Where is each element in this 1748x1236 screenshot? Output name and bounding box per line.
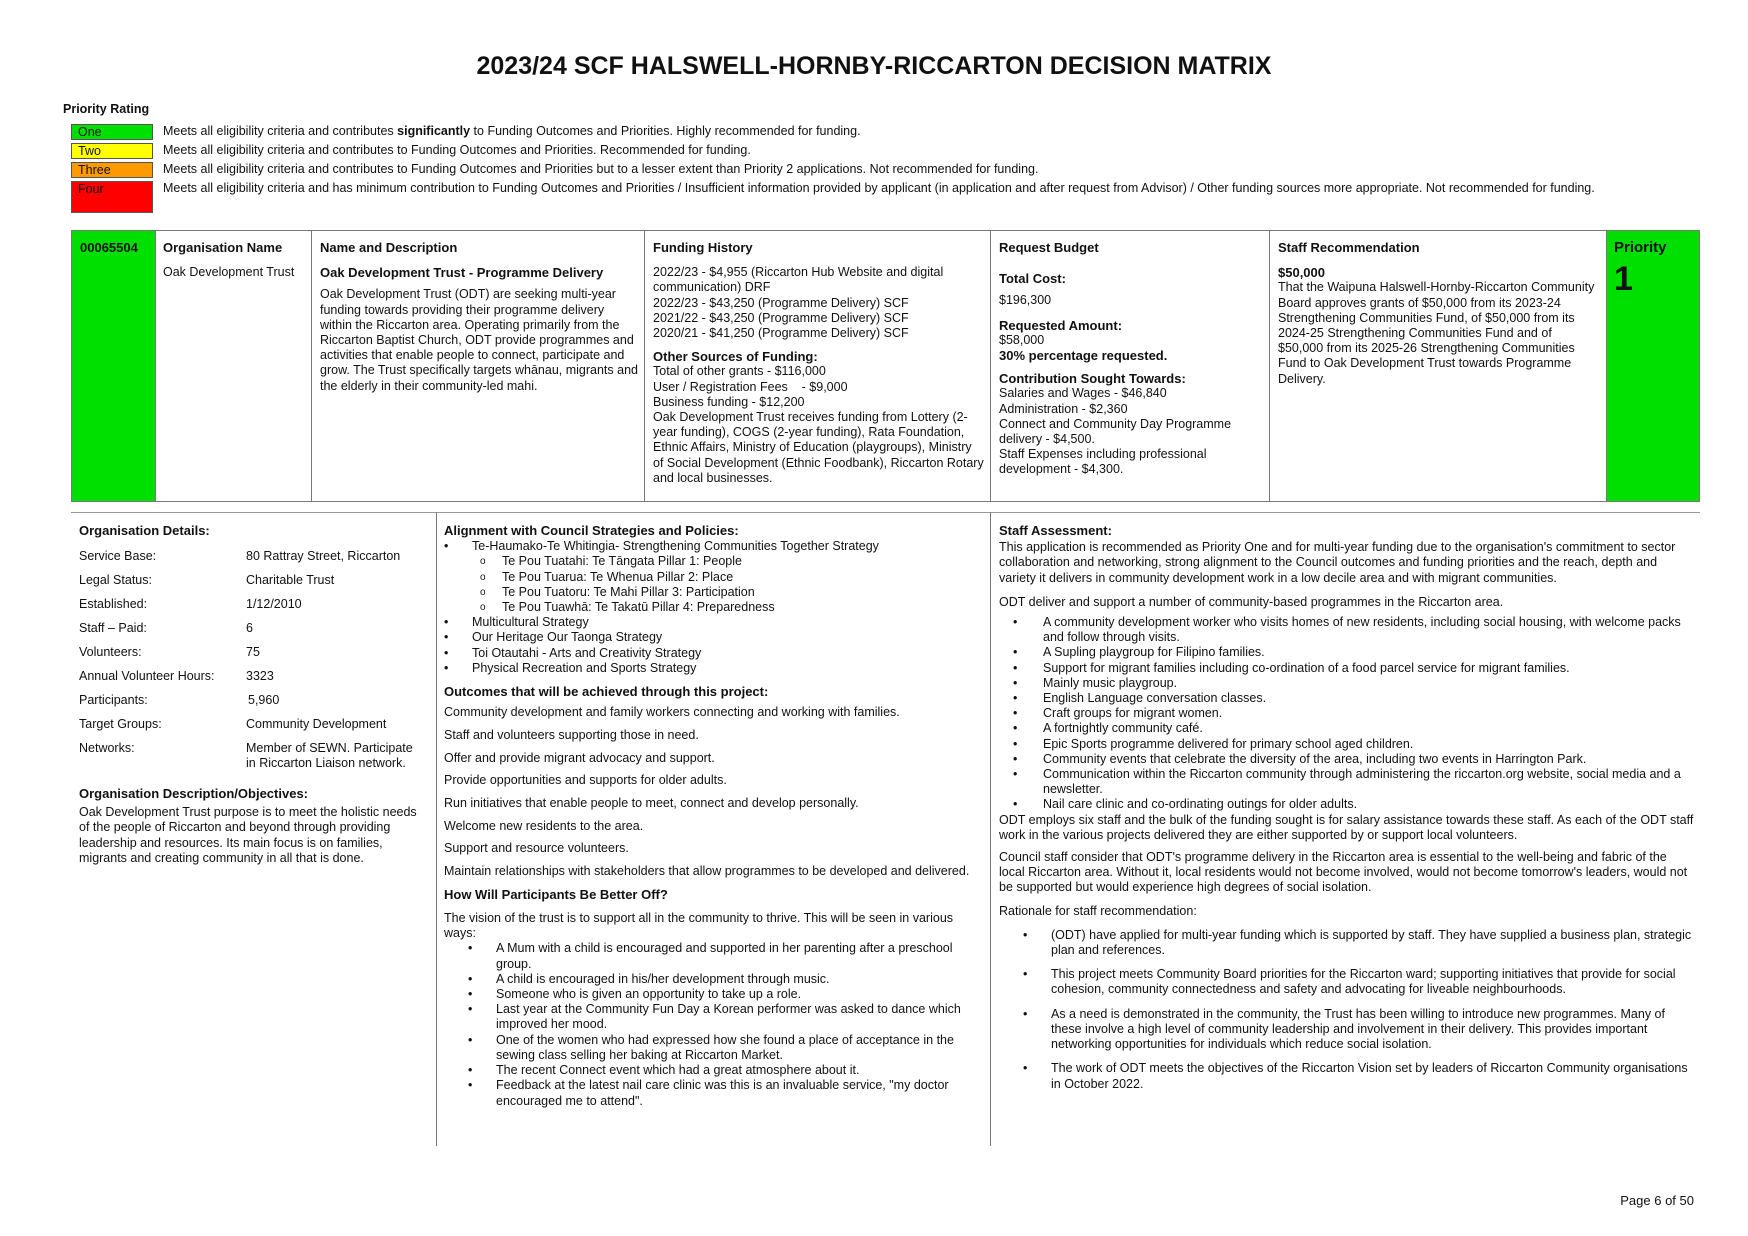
- org-name-column: [163, 240, 308, 280]
- org-detail-value: Member of SEWN. Participate in Riccarton Liaison network.: [246, 741, 413, 770]
- funding-history-item: 2020/21 - $41,250 (Programme Delivery) SCF: [653, 326, 909, 341]
- pillar-item: o Te Pou Tuatoru: Te Mahi Pillar 3: Participation: [444, 585, 984, 600]
- name-description-header: Name and Description: [320, 240, 458, 255]
- better-off-heading: How Will Participants Be Better Off?: [444, 886, 668, 902]
- contribution-label: Contribution Sought Towards:: [999, 371, 1186, 387]
- org-detail-value: 3323: [246, 669, 274, 683]
- column-divider: [436, 512, 437, 1146]
- org-detail-value: 6: [246, 621, 253, 635]
- outcome-item: Support and resource volunteers.: [444, 841, 629, 856]
- rationale-item: • This project meets Community Board priorities for the Riccarton ward; supporting initiatives that provide for social cohesion, community connectedness and safety and advocating for liveable neighbourhoods.: [999, 967, 1694, 997]
- recommendation-text: That the Waipuna Halswell-Hornby-Riccarton Community Board approves grants of $50,000 from its 2023-24 Strengthening Communities Fund, of $50,000 from its 2024-25 Strengthening Communities Fund and of $50,000 from its 2025-26 Strengthening Communities Fund to Oak Development Trust towards Programme Delivery.: [1278, 280, 1595, 386]
- rationale-item: • As a need is demonstrated in the community, the Trust has been willing to introduce new programmes. Many of these involve a high level of community leadership and involvement in their delivery. This provides important networking opportunities for individuals which reduce social isolation.: [999, 1007, 1694, 1053]
- funding-history-item: 2022/23 - $4,955 (Riccarton Hub Website and digital communication) DRF: [653, 265, 944, 295]
- legend-row-one: [71, 123, 1651, 141]
- pillar-item: o Te Pou Tuawhā: Te Takatū Pillar 4: Preparedness: [444, 600, 984, 615]
- org-detail-label: Established:: [79, 597, 148, 611]
- org-detail-value: 5,960: [248, 693, 280, 707]
- legend-desc-three: Meets all eligibility criteria and contributes to Funding Outcomes and Priorities but to a lesser extent than Priority 2 applications. Not recommended for funding.: [163, 162, 1039, 176]
- outcome-item: Welcome new residents to the area.: [444, 818, 644, 833]
- programme-item: • A Supling playgroup for Filipino families.: [999, 645, 1694, 660]
- funding-history-column: [653, 240, 985, 486]
- legend-desc-one: Meets all eligibility criteria and contributes significantly to Funding Outcomes and Priorities. Highly recommended for funding.: [163, 124, 861, 138]
- staff-assessment-heading: Staff Assessment:: [999, 523, 1112, 538]
- legend-swatch-one: One: [71, 124, 153, 140]
- priority-header: Priority: [1614, 239, 1667, 256]
- org-name-header: Organisation Name: [163, 240, 283, 255]
- other-source-item: Total of other grants - $116,000: [653, 364, 826, 379]
- programme-item: • Epic Sports programme delivered for primary school aged children.: [999, 737, 1694, 752]
- legend-row-two: [71, 142, 1651, 160]
- better-off-item: • The recent Connect event which had a great atmosphere about it.: [468, 1063, 984, 1078]
- contribution-item: Connect and Community Day Programme delivery - $4,500.: [999, 416, 1232, 447]
- outcomes-heading: Outcomes that will be achieved through this project:: [444, 684, 769, 700]
- request-budget-header: Request Budget: [999, 240, 1099, 255]
- priority-value: 1: [1614, 260, 1633, 299]
- programme-item: • A fortnightly community café.: [999, 721, 1694, 736]
- programme-item: • A community development worker who visits homes of new residents, including social housing, with welcome packs and follow through visits.: [999, 615, 1694, 645]
- org-detail-label: Legal Status:: [79, 573, 152, 587]
- priority-rating-heading: Priority Rating: [63, 102, 150, 116]
- org-detail-label: Annual Volunteer Hours:: [79, 669, 215, 683]
- programme-item: • Community events that celebrate the diversity of the area, including two events in Harrington Park.: [999, 752, 1694, 767]
- org-description-block: [79, 786, 419, 866]
- org-description-text: Oak Development Trust purpose is to meet the holistic needs of the people of Riccarton and beyond through providing leadership and resources. Its main focus is on families, migrants and creating community in all that is done.: [79, 805, 417, 865]
- column-divider: [990, 512, 991, 1146]
- other-source-item: User / Registration Fees - $9,000: [653, 379, 848, 394]
- outcome-item: Maintain relationships with stakeholders that allow programmes to be developed and delivered.: [444, 864, 970, 879]
- programme-item: • Mainly music playgroup.: [999, 676, 1694, 691]
- legend-row-four: [71, 180, 1651, 212]
- org-details-heading: Organisation Details:: [79, 523, 210, 538]
- staff-recommendation-header: Staff Recommendation: [1278, 240, 1420, 255]
- table-top-border: [71, 230, 1700, 231]
- table-border: [644, 230, 645, 502]
- pillar-item: o Te Pou Tuarua: Te Whenua Pillar 2: Place: [444, 570, 984, 585]
- outcome-item: Run initiatives that enable people to meet, connect and develop personally.: [444, 796, 859, 811]
- staff-recommendation-column: [1278, 240, 1600, 387]
- outcome-item: Offer and provide migrant advocacy and support.: [444, 750, 715, 765]
- programme-item: • Support for migrant families including co-ordination of a food parcel service for migrant families.: [999, 661, 1694, 676]
- org-detail-label: Service Base:: [79, 549, 157, 563]
- better-off-item: • Feedback at the latest nail care clinic was this is an invaluable service, "my doctor encouraged me to attend".: [468, 1078, 984, 1108]
- org-detail-label: Staff – Paid:: [79, 621, 147, 635]
- table-border: [1269, 230, 1270, 502]
- strategy-item: • Multicultural Strategy: [444, 615, 984, 630]
- outcome-item: Staff and volunteers supporting those in need.: [444, 727, 699, 742]
- funding-history-item: 2022/23 - $43,250 (Programme Delivery) SCF: [653, 295, 909, 310]
- staff-assessment-column: [999, 523, 1694, 1101]
- org-detail-value: 75: [246, 645, 260, 659]
- total-cost-value: $196,300: [999, 293, 1052, 308]
- rationale-heading: Rationale for staff recommendation:: [999, 903, 1197, 918]
- requested-amount-value: $58,000: [999, 332, 1045, 347]
- better-off-item: • One of the women who had expressed how she found a place of acceptance in the sewing class selling her baking at Riccarton Market.: [468, 1033, 984, 1063]
- programmes-intro: ODT deliver and support a number of community-based programmes in the Riccarton area.: [999, 594, 1504, 609]
- other-source-item: Oak Development Trust receives funding from Lottery (2-year funding), COGS (2-year funding), Rata Foundation, Ethnic Affairs, Ministry of Education (playgroups), Ministry of Social Development (Ethnic Foodbank), Riccarton Rotary and local businesses.: [653, 410, 984, 485]
- contribution-item: Salaries and Wages - $46,840: [999, 386, 1167, 401]
- org-detail-label: Target Groups:: [79, 717, 162, 731]
- org-detail-value: 1/12/2010: [246, 597, 302, 611]
- page-title: 2023/24 SCF HALSWELL-HORNBY-RICCARTON DECISION MATRIX: [476, 52, 1272, 80]
- org-detail-value: Charitable Trust: [246, 573, 335, 587]
- page-number: Page 6 of 50: [1620, 1193, 1694, 1208]
- legend-desc-two: Meets all eligibility criteria and contributes to Funding Outcomes and Priorities. Recommended for funding.: [163, 143, 751, 157]
- rationale-item: • The work of ODT meets the objectives of the Riccarton Vision set by leaders of Riccarton Community organisations in October 2022.: [999, 1061, 1694, 1091]
- programme-item: • English Language conversation classes.: [999, 691, 1694, 706]
- recommendation-amount: $50,000: [1278, 265, 1325, 281]
- outcome-item: Community development and family workers connecting and working with families.: [444, 705, 900, 720]
- org-detail-label: Networks:: [79, 741, 135, 755]
- legend-row-three: [71, 161, 1651, 179]
- application-id: 00065504: [80, 240, 138, 255]
- table-border: [990, 230, 991, 502]
- staff-paragraph: ODT employs six staff and the bulk of the funding sought is for salary assistance towards these staff. As each of the ODT staff work in the various projects delivered they are either supported by or support local volunteers.: [999, 812, 1694, 842]
- org-detail-value: Community Development: [246, 717, 387, 731]
- request-budget-column: [999, 240, 1264, 478]
- table-bottom-border: [71, 501, 1700, 502]
- table-border: [155, 230, 156, 502]
- staff-assessment-intro: This application is recommended as Priority One and for multi-year funding due to the organisation's commitment to sector collaboration and networking, strong alignment to the Council outcomes and funding priorities and the reach, depth and variety it delivers in community development work in a low decile area and with migrant communities.: [999, 540, 1676, 585]
- table-border: [1699, 230, 1700, 502]
- legend-swatch-three: Three: [71, 162, 153, 178]
- strategy-item: • Our Heritage Our Taonga Strategy: [444, 630, 984, 645]
- strategy-item: • Te-Haumako-Te Whitingia- Strengthening Communities Together Strategy o Te Pou Tuatahi: Te Tāngata Pillar 1: People o Te Pou Tuarua: Te Whenua Pillar 2: Place o Te Pou Tuatoru: Te Mahi Pillar 3: Participation o Te Pou Tuawhā: Te Takatū Pillar 4: Preparedness: [444, 539, 984, 615]
- rationale-item: • (ODT) have applied for multi-year funding which is supported by staff. They have supplied a business plan, strategic plan and references.: [999, 928, 1694, 958]
- percentage-requested: 30% percentage requested.: [999, 348, 1168, 364]
- programme-item: • Communication within the Riccarton community through administering the riccarton.org website, social media and a newsletter.: [999, 767, 1694, 797]
- better-off-item: • A child is encouraged in his/her development through music.: [468, 972, 984, 987]
- better-off-item: • A Mum with a child is encouraged and supported in her parenting after a preschool group.: [468, 941, 984, 971]
- strategy-item: • Toi Otautahi - Arts and Creativity Strategy: [444, 646, 984, 661]
- alignment-heading: Alignment with Council Strategies and Policies:: [444, 523, 739, 538]
- total-cost-label: Total Cost:: [999, 271, 1066, 287]
- other-source-item: Business funding - $12,200: [653, 394, 805, 409]
- legend-swatch-two: Two: [71, 143, 153, 159]
- contribution-item: Staff Expenses including professional development - $4,300.: [999, 447, 1207, 477]
- requested-amount-label: Requested Amount:: [999, 317, 1123, 333]
- funding-history-header: Funding History: [653, 240, 753, 255]
- table-border: [311, 230, 312, 502]
- better-off-intro: The vision of the trust is to support all in the community to thrive. This will be seen in various ways:: [444, 911, 954, 941]
- section-divider: [71, 512, 1700, 513]
- project-description: Oak Development Trust (ODT) are seeking multi-year funding towards providing their programme delivery within the Riccarton area. Operating primarily from the Riccarton Baptist Church, ODT provide programmes and activities that enable people to connect, participate and grow. The Trust specifically targets whānau, migrants and the elderly in their community-led mahi.: [320, 287, 638, 393]
- org-name-value: Oak Development Trust: [163, 265, 295, 280]
- contribution-item: Administration - $2,360: [999, 401, 1128, 416]
- programme-item: • Nail care clinic and co-ordinating outings for older adults.: [999, 797, 1694, 812]
- other-sources-heading: Other Sources of Funding:: [653, 349, 818, 365]
- better-off-item: • Last year at the Community Fun Day a Korean performer was asked to dance which improved her mood.: [468, 1002, 984, 1032]
- pillar-item: o Te Pou Tuatahi: Te Tāngata Pillar 1: People: [444, 554, 984, 569]
- org-description-heading: Organisation Description/Objectives:: [79, 786, 308, 801]
- org-detail-label: Participants:: [79, 693, 148, 707]
- legend-desc-four: Meets all eligibility criteria and has minimum contribution to Funding Outcomes and Priorities / Insufficient information provided by applicant (in application and after request from Advisor) / Other funding sources more appropriate. Not recommended for funding.: [163, 181, 1595, 195]
- strategy-item: • Physical Recreation and Sports Strategy: [444, 661, 984, 676]
- alignment-column: [444, 523, 984, 1109]
- programme-item: • Craft groups for migrant women.: [999, 706, 1694, 721]
- table-border: [71, 230, 72, 502]
- table-border: [1606, 230, 1607, 502]
- outcome-item: Provide opportunities and supports for older adults.: [444, 773, 727, 788]
- legend-swatch-four: Four: [71, 181, 153, 213]
- id-cell-green: [71, 230, 155, 502]
- council-paragraph: Council staff consider that ODT's programme delivery in the Riccarton area is essential to the well-being and fabric of the local Riccarton area. Without it, local residents would not become involved, would not become tomorrow's leaders, would not be supported but would experience high degrees of social isolation.: [999, 850, 1688, 895]
- org-detail-label: Volunteers:: [79, 645, 142, 659]
- funding-history-item: 2021/22 - $43,250 (Programme Delivery) SCF: [653, 310, 909, 325]
- project-title: Oak Development Trust - Programme Delivery: [320, 265, 604, 281]
- org-detail-value: 80 Rattray Street, Riccarton: [246, 549, 401, 563]
- name-description-column: [320, 240, 638, 394]
- better-off-item: • Someone who is given an opportunity to take up a role.: [468, 987, 984, 1002]
- priority-column: [1614, 240, 1696, 299]
